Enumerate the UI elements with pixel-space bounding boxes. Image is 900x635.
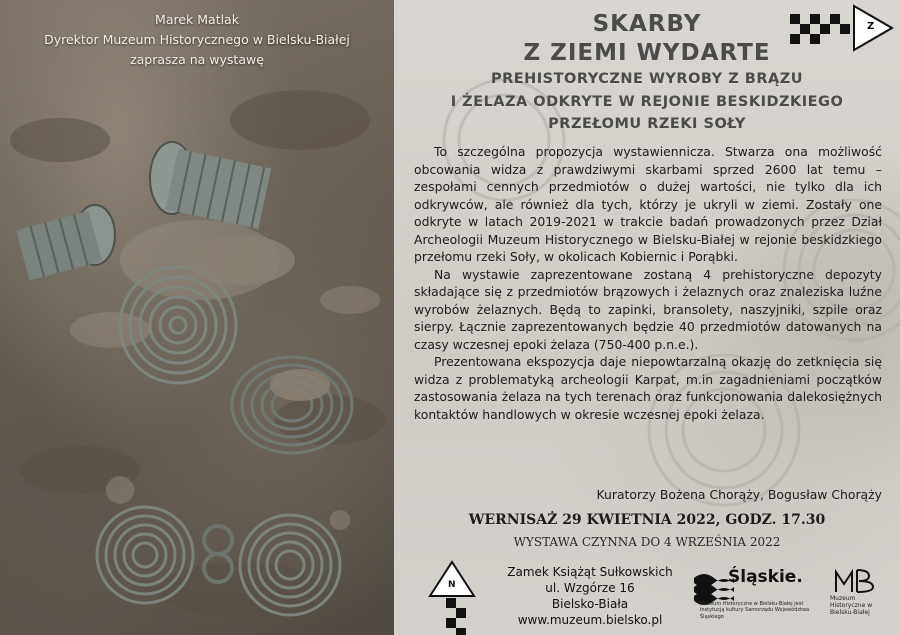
description-paragraph-2: Na wystawie zaprezentowane zostaną 4 prehistoryczne depozyty składające się z przedmiotów brązowych i żelaznych oraz znaleziska luźne wyrobów żelaznych. Będą to zapinki, bransolety, naszyjniki, szpile oraz sierpy. Łącznie zaprezentowanych będzie 40 przedmiotów datowanych na czasy wczesnej epoki żelaza (750-400 p.n.e.). [414,266,882,352]
museum-logo-mark [836,570,873,592]
compass-bottom-label: N [448,580,456,590]
museum-logo-name: Muzeum Historyczne w Bielsku-Białej [830,595,873,616]
director-title: Dyrektor Muzeum Historycznego w Bielsku-Białej [44,32,350,47]
description [414,143,882,423]
subtitle-line3: PRZEŁOMU RZEKI SOŁY [548,116,746,132]
compass-top-label: Z [867,21,875,32]
invitation-line: zaprasza na wystawę [130,52,264,67]
curators-signature: Kuratorzy Bożena Chorąży, Bogusław Chorąży [596,487,882,502]
venue-address [490,564,690,628]
artifacts-photo [0,0,394,635]
artifacts-illustration [0,0,394,635]
subtitle-line1: PREHISTORYCZNE WYROBY Z BRĄZU [490,71,804,87]
compass-bottom [430,562,474,635]
city: Bielsko-Biała [551,597,629,611]
director-name: Marek Matlak [155,12,239,27]
exhibition-title-line2: Z ZIEMI WYDARTE [523,40,771,66]
description-paragraph-3: Prezentowana ekspozycja daje niepowtarzalną okazję do zetknięcia się widza z problematyką archeologii Karpat, m.in zagadnieniami początków zastosowania żelaza na tych terenach oraz funkcjonowania dalekosiężnych kontaktów handlowych w okresie wczesnej epoki żelaza. [414,354,882,422]
slaskie-logo-text: Śląskie. [728,567,803,587]
vernissage-date: WERNISAŻ 29 KWIETNIA 2022, GODZ. 17.30 [468,512,826,528]
exhibition-title-line1: SKARBY [592,11,702,37]
bracelet-cylinder [150,142,271,229]
invitation-text [0,10,394,70]
bracelet-small [16,205,115,280]
venue-name: Zamek Książąt Sułkowskich [507,565,673,579]
subtitle-line2: I ŻELAZA ODKRYTE W REJONIE BESKIDZKIEGO [450,94,844,110]
text-panel [394,0,900,635]
website-link[interactable]: www.muzeum.bielsko.pl [517,613,663,627]
spiral-brooch [97,507,193,603]
exhibition-open-until: WYSTAWA CZYNNA DO 4 WRZEŚNIA 2022 [513,535,781,549]
slaskie-note: Muzeum Historyczne w Bielsku-Białej jest instytucją kultury Samorządu Województwa Śląskiego [700,601,810,620]
street: ul. Wzgórze 16 [545,581,635,595]
description-paragraph-1: To szczególna propozycja wystawiennicza. Stwarza ona możliwość obcowania widza z prawdziwymi skarbami sprzed 2600 lat temu – zespołami cennych przedmiotów o dużej wartości, nie tylko dla ich odkrywców, ale również dla tych, którzy je ukryli w ziemi. Zostały one odkryte w latach 2019-2021 w trakcie badań prowadzonych przez Dział Archeologii Muzeum Historycznego w Bielsku-Białej w rejonie beskidzkiego przełomu rzeki Soły, w okolicach Kobiernic i Porąbki. [414,144,882,264]
